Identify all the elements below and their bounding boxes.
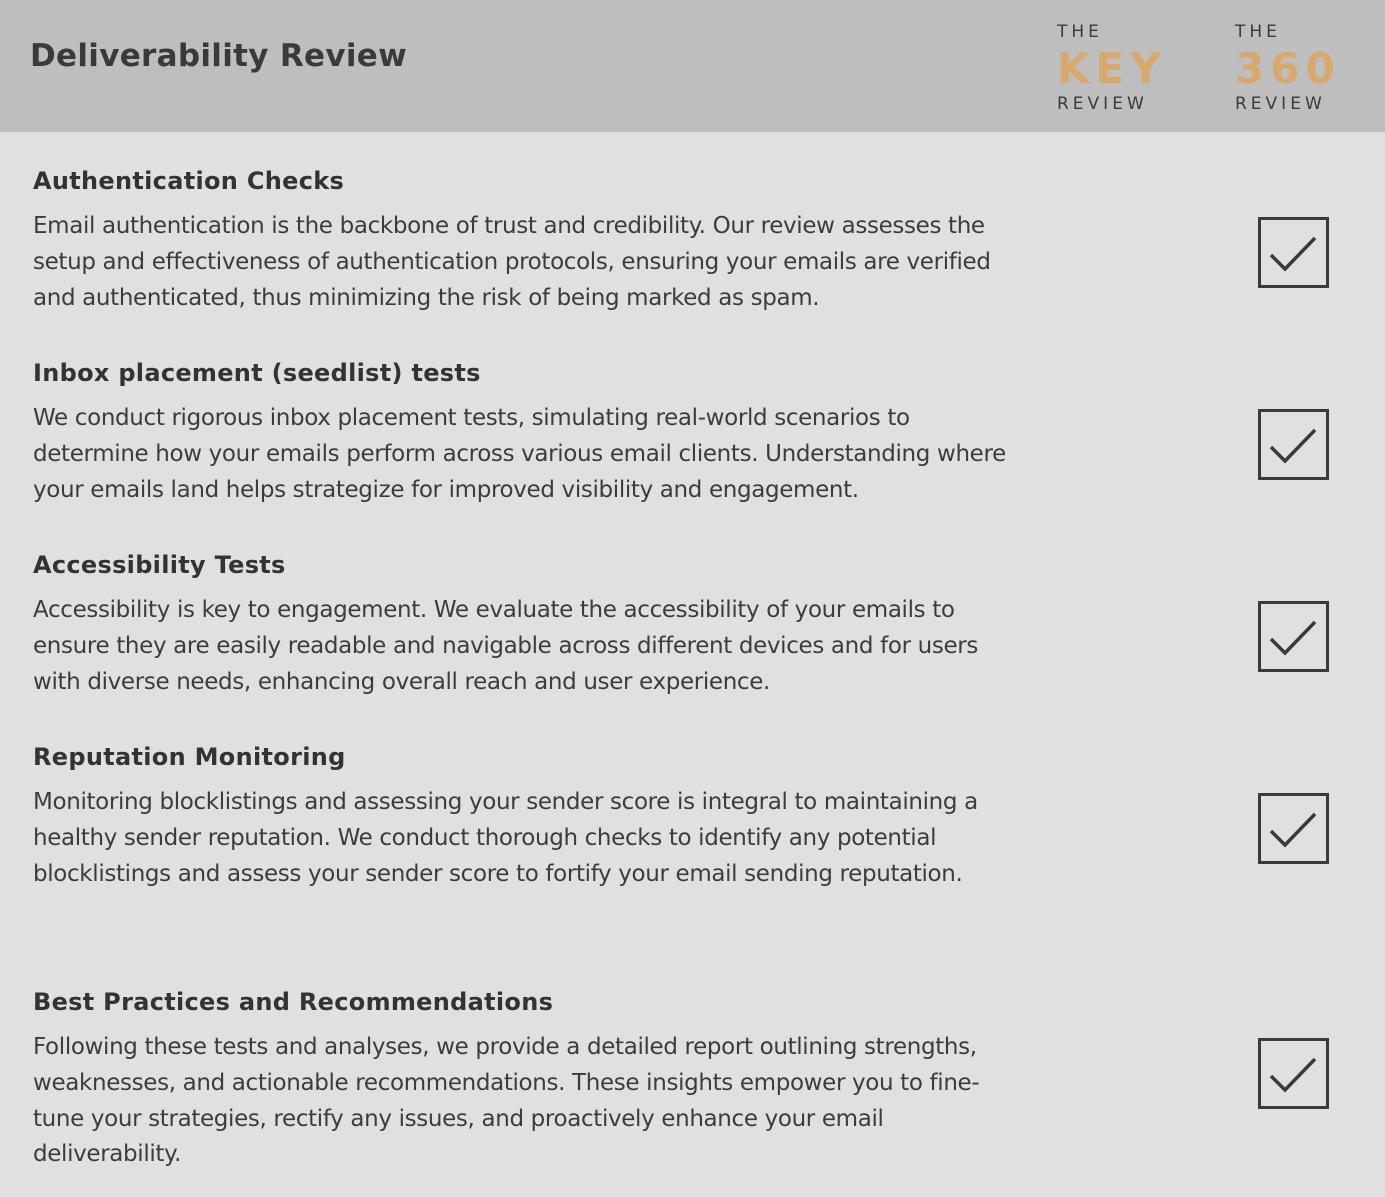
logo-key-bottom: REVIEW bbox=[1057, 94, 1148, 114]
section-body: Following these tests and analyses, we provide a detailed report outlining strengths, weaknesses, and actionable recommendations. These insights empower you to fine-tune your strategies, rectify any issues, and proactively enhance your email deliverability. bbox=[33, 1034, 980, 1168]
section-body: We conduct rigorous inbox placement tests, simulating real-world scenarios to determine how your emails perform across various email clients. Understanding where your emails land helps strategize for improved visibility and engagement. bbox=[33, 405, 1006, 503]
360-review-logo bbox=[1235, 20, 1341, 116]
page-title: Deliverability Review bbox=[30, 38, 408, 74]
section-best-practices bbox=[33, 986, 1353, 1173]
logo-360-top: THE bbox=[1235, 22, 1281, 42]
section-body: Email authentication is the backbone of trust and credibility. Our review assesses the setup and effectiveness of authentication protocols, ensuring your emails are verified and authenticated, thus minimizing the risk of being marked as spam. bbox=[33, 213, 991, 311]
checkmark-icon bbox=[1261, 412, 1326, 477]
logo-360-bottom: REVIEW bbox=[1235, 94, 1326, 114]
logo-key-main: KEY bbox=[1057, 44, 1167, 93]
checkmark-icon bbox=[1261, 1041, 1326, 1106]
section-title: Authentication Checks bbox=[33, 167, 345, 195]
section-title: Reputation Monitoring bbox=[33, 743, 346, 771]
section-body: Accessibility is key to engagement. We evaluate the accessibility of your emails to ensure they are easily readable and navigable across different devices and for users with diverse needs, enhancing overall reach and user experience. bbox=[33, 597, 979, 695]
section-accessibility-tests bbox=[33, 549, 1353, 700]
key-review-logo bbox=[1057, 20, 1167, 116]
section-body: Monitoring blocklistings and assessing your sender score is integral to maintaining a healthy sender reputation. We conduct thorough checks to identify any potential blocklistings and assess your sender score to fortify your email sending reputation. bbox=[33, 789, 978, 887]
checkbox-reputation-monitoring[interactable] bbox=[1258, 793, 1329, 864]
header-bar bbox=[0, 0, 1385, 132]
section-inbox-placement bbox=[33, 357, 1353, 508]
checkmark-icon bbox=[1261, 604, 1326, 669]
checkbox-best-practices[interactable] bbox=[1258, 1038, 1329, 1109]
logo-360-main: 360 bbox=[1235, 44, 1341, 93]
section-authentication-checks bbox=[33, 165, 1353, 316]
checkbox-inbox-placement[interactable] bbox=[1258, 409, 1329, 480]
checkmark-icon bbox=[1261, 796, 1326, 861]
logo-key-top: THE bbox=[1057, 22, 1103, 42]
checkbox-authentication-checks[interactable] bbox=[1258, 217, 1329, 288]
section-title: Inbox placement (seedlist) tests bbox=[33, 359, 481, 387]
checkbox-accessibility-tests[interactable] bbox=[1258, 601, 1329, 672]
checkmark-icon bbox=[1261, 220, 1326, 285]
section-title: Accessibility Tests bbox=[33, 551, 286, 579]
section-reputation-monitoring bbox=[33, 741, 1353, 892]
section-title: Best Practices and Recommendations bbox=[33, 988, 554, 1016]
